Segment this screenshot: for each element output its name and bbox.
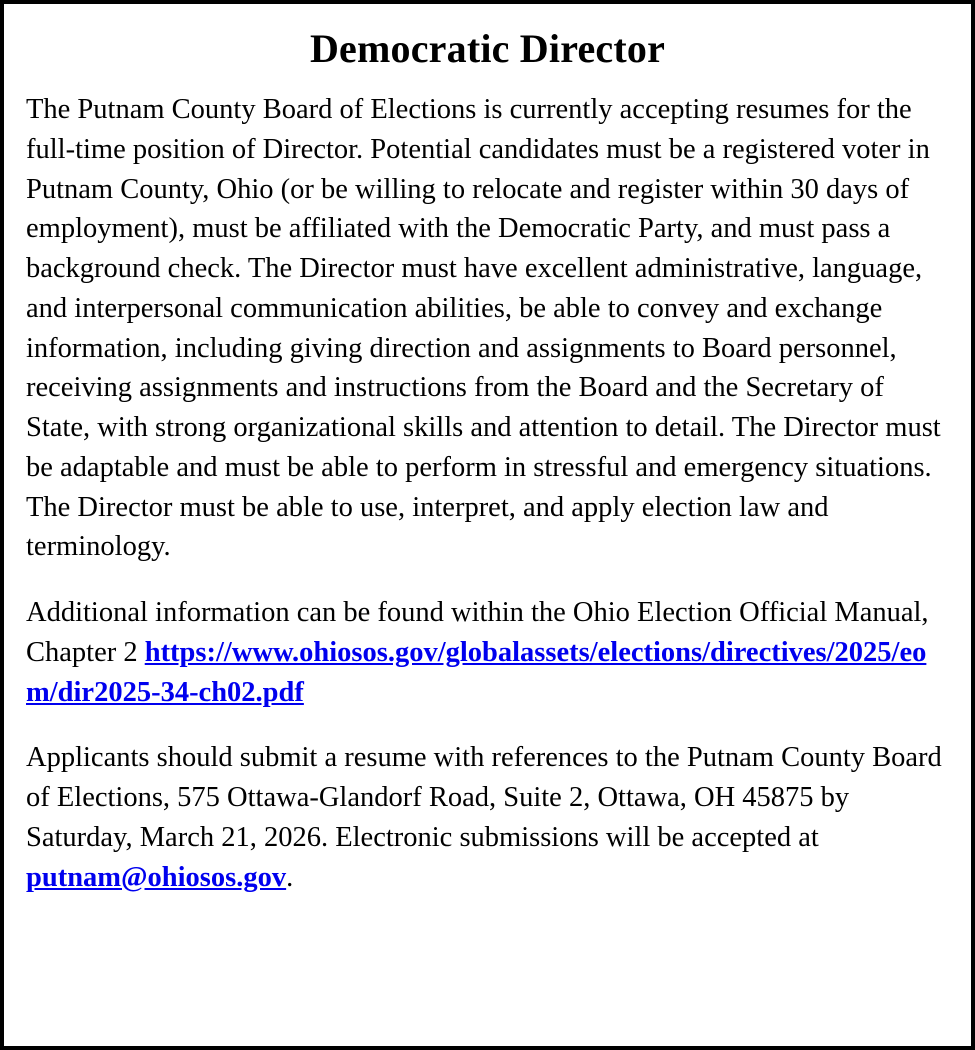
application-instructions-tail-text: . <box>286 861 294 893</box>
page-title: Democratic Director <box>309 26 666 71</box>
paragraph-spacer-1 <box>24 567 951 593</box>
contact-email-link[interactable]: putnam@ohiosos.gov <box>26 861 287 893</box>
ohio-election-manual-link[interactable]: https://www.ohiosos.gov/globalassets/elections/directives/2025/eom/dir2025-34-ch02.pdf <box>26 636 927 708</box>
additional-information-paragraph <box>24 593 951 712</box>
position-description-paragraph: The Putnam County Board of Elections is currently accepting resumes for the full-time position of Director. Potential candidates must be a registered voter in Putnam County, Ohio (or be willing to relocate and register within 30 days of employment), must be affiliated with the Democratic Party, and must pass a background check. The Director must have excellent administrative, language, and interpersonal communication abilities, be able to convey and exchange information, including giving direction and assignments to Board personnel, receiving assignments and instructions from the Board and the Secretary of State, with strong organizational skills and attention to detail. The Director must be adaptable and must be able to perform in stressful and emergency situations. The Director must be able to use, interpret, and apply election law and terminology. <box>26 94 941 563</box>
application-instructions-lead-text: Applicants should submit a resume with references to the Putnam County Board of Elections, 575 Ottawa-Glandorf Road, Suite 2, Ottawa, OH 45875 by Saturday, March 21, 2026. Electronic submissions will be accepted at <box>26 742 942 853</box>
application-instructions-paragraph <box>24 738 951 897</box>
additional-information-lead-text: Additional information can be found within the Ohio Election Official Manual, Chapter 2 <box>26 597 929 668</box>
paragraph-spacer-2 <box>24 712 951 738</box>
